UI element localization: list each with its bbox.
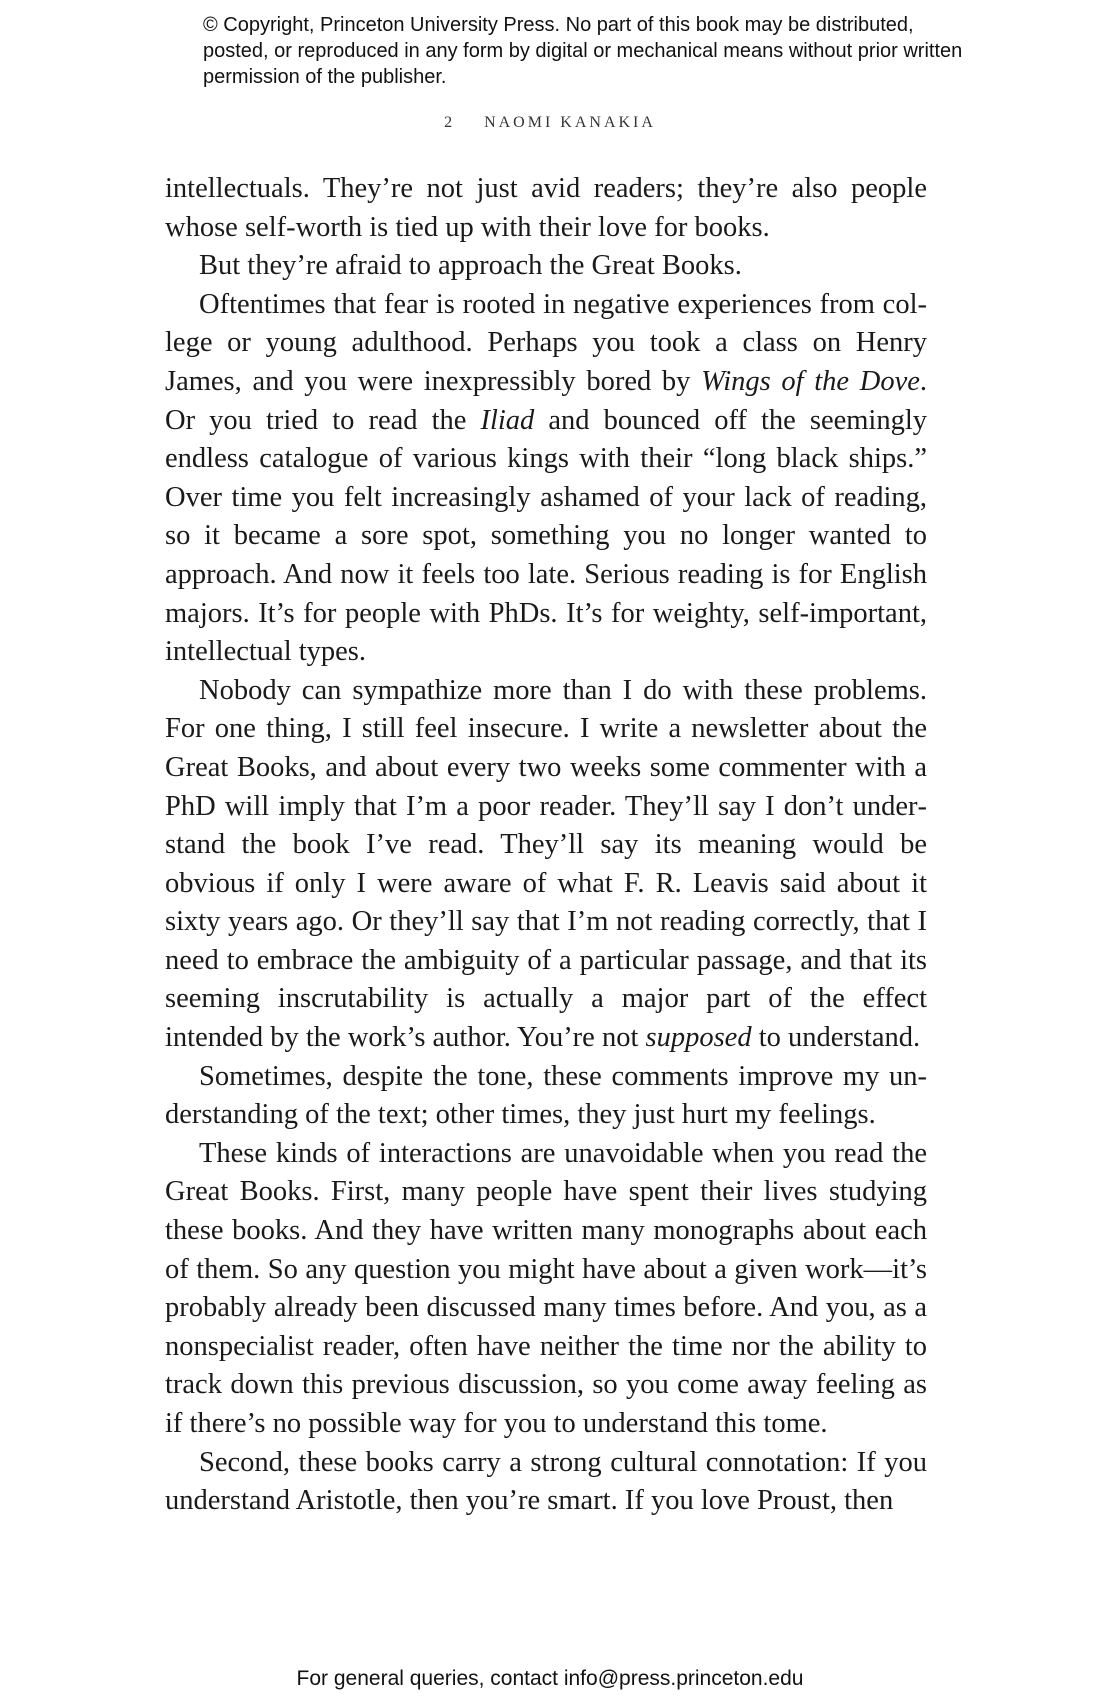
body-text xyxy=(165,170,927,1521)
book-title-italic: Iliad xyxy=(480,404,535,436)
text-run: . Or you tried to read the xyxy=(165,365,927,436)
footer-contact: For general queries, contact info@press.princeton.edu xyxy=(296,1667,804,1690)
emphasis-italic: supposed xyxy=(645,1022,752,1054)
book-title-italic: Wings of the Dove xyxy=(701,365,920,397)
paragraph: Sometimes, despite the tone, these comments improve my understanding of the text; other times, they just hurt my feelings. xyxy=(165,1060,927,1131)
paragraph xyxy=(165,672,927,1058)
copyright-notice: © Copyright, Princeton University Press. No part of this book may be distributed, posted, or reproduced in any form by digital or mechanical means without prior written permission of the publisher. xyxy=(203,14,963,88)
text-run: to understand. xyxy=(751,1022,921,1054)
text-run: Oftentimes that fear is rooted in negative experiences from college or young adulthood. Perhaps you took a class on Henry James, and you were inexpressibly bored by xyxy=(165,288,927,397)
paragraph-continuation: intellectuals. They’re not just avid readers; they’re also people whose self-worth is tied up with their love for books. xyxy=(165,173,927,243)
page-number: 2 xyxy=(444,114,456,131)
paragraph: Second, these books carry a strong cultural connotation: If you understand Aristotle, then you’re smart. If you love Proust, then xyxy=(165,1446,927,1517)
text-run: and bounced off the seemingly endless catalogue of various kings with their “long black ships.” Over time you felt increasingly ashamed of your lack of reading, so it became a sore spot, something you no longer wanted to approach. And now it feels too late. Serious reading is for English majors. It’s for people with PhDs. It’s for weighty, self-important, intellectual types. xyxy=(165,404,927,668)
paragraph xyxy=(165,286,927,672)
paragraph: But they’re afraid to approach the Great Books. xyxy=(199,250,742,282)
text-run: Nobody can sympathize more than I do with these problems. For one thing, I still feel insecure. I write a newsletter about the Great Books, and about every two weeks some commenter with a PhD will imply that I’m a poor reader. They’ll say I don’t understand the book I’ve read. They’ll say its meaning would be obvious if only I were aware of what F. R. Leavis said about it sixty years ago. Or they’ll say that I’m not reading correctly, that I need to embrace the ambiguity of a particular passage, and that its seeming inscrutability is actually a major part of the effect intended by the work’s author. You’re not xyxy=(165,674,927,1054)
author-name: NAOMI KANAKIA xyxy=(484,114,656,131)
paragraph: These kinds of interactions are unavoidable when you read the Great Books. First, many people have spent their lives studying these books. And they have written many monographs about each of them. So any question you might have about a given work—it’s probably already been discussed many times before. And you, as a nonspecialist reader, often have neither the time nor the ability to track down this previous discussion, so you come away feeling as if there’s no possible way for you to understand this tome. xyxy=(165,1137,927,1439)
running-head xyxy=(0,114,1100,132)
